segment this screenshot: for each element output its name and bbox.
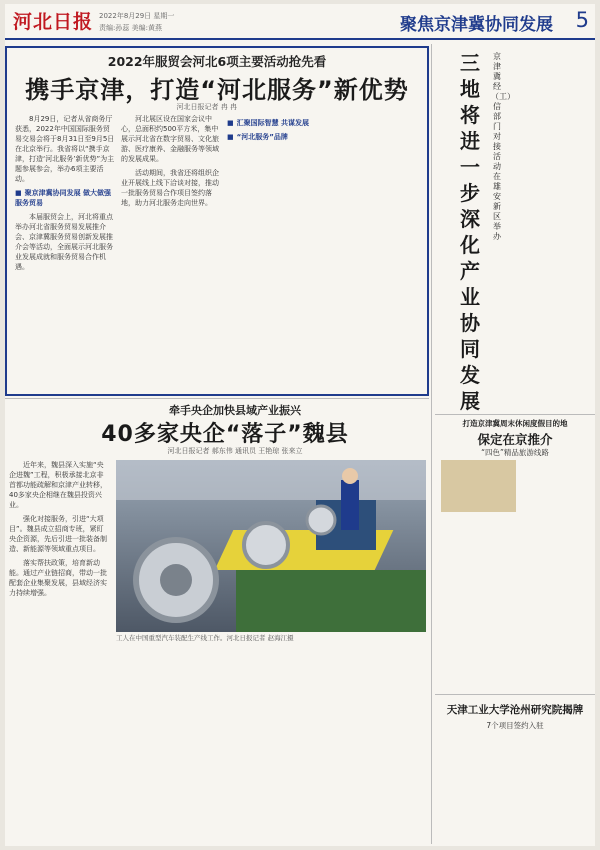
rail-vertical-kicker: 京津冀经（工）信部门对接活动在雄安新区举办 bbox=[491, 52, 515, 241]
lead-kicker: 2022年服贸会河北6项主要活动抢先看 bbox=[107, 54, 327, 69]
middle-column-3 bbox=[221, 644, 321, 842]
lead-subhead: ■ “河北服务”品牌 bbox=[227, 132, 323, 142]
factory-photo-illustration bbox=[116, 460, 426, 632]
middle-column-4 bbox=[326, 644, 426, 842]
issue-date: 2022年8月29日 星期一 bbox=[99, 12, 175, 20]
rail-article-headline: 保定在京推介 bbox=[477, 432, 553, 447]
lead-article-frame bbox=[5, 46, 429, 396]
page-number: 5 bbox=[575, 8, 589, 32]
lead-paragraph: 本届服贸会上，河北将重点举办河北省服务贸易发展推介会、京津冀服务贸易创新发展推介会等活动，全面展示河北服务业发展成就和服务贸易合作机遇。 bbox=[15, 213, 113, 271]
lead-subhead: ■ 汇聚国际智慧 共谋发展 bbox=[227, 118, 323, 128]
middle-paragraph: 落实帮扶政策，培育新动能。通过产业链招商，带动一批配套企业集聚发展，县域经济实力持续增强。 bbox=[9, 559, 107, 597]
section-title: 聚焦京津冀协同发展 bbox=[400, 15, 553, 35]
lead-column-2 bbox=[121, 114, 221, 390]
rail-divider bbox=[435, 694, 595, 695]
lead-column-4 bbox=[329, 114, 425, 390]
factory-photo bbox=[116, 460, 426, 632]
rail-article-photo bbox=[441, 460, 516, 512]
middle-kicker: 牵手央企加快县域产业振兴 bbox=[169, 404, 301, 417]
lead-byline: 河北日报记者 冉 冉 bbox=[176, 103, 237, 111]
rail-vertical-headline: 三地将进一步深化产业协同发展 bbox=[460, 51, 480, 413]
lead-subhead: ■ 聚京津冀协同发展 做大做强服务贸易 bbox=[15, 188, 115, 208]
middle-column-1 bbox=[9, 460, 109, 842]
rail-article-subhead: “四色”精品旅游线路 bbox=[481, 448, 549, 457]
lead-paragraph: 河北展区设在国家会议中心，总面积约500平方米，集中展示河北省在数字贸易、文化旅游、医疗康养、金融服务等领域的发展成果。 bbox=[121, 115, 219, 163]
middle-paragraph: 强化对接服务，引进“大项目”。魏县成立招商专班，紧盯央企资源，先后引进一批装备制造、新能源等领域重点项目。 bbox=[9, 515, 107, 553]
newspaper-page bbox=[5, 4, 595, 846]
newspaper-logo: 河北日报 bbox=[13, 11, 94, 33]
section-divider bbox=[5, 398, 429, 399]
rail-article2-headline: 天津工业大学沧州研究院揭牌 bbox=[446, 704, 584, 716]
lead-column-1 bbox=[15, 114, 115, 390]
photo-caption: 工人在中国重型汽车装配生产线工作。河北日报记者 赵海江摄 bbox=[116, 634, 294, 642]
middle-column-2 bbox=[116, 644, 216, 842]
lead-paragraph: 活动期间，我省还将组织企业开展线上线下洽谈对接，推动一批服务贸易合作项目签约落地，助力河北服务走向世界。 bbox=[121, 169, 219, 207]
column-divider bbox=[431, 44, 432, 844]
middle-byline: 河北日报记者 郝东伟 通讯员 王艳琼 张来立 bbox=[167, 447, 303, 455]
middle-headline: 40多家央企“落子”魏县 bbox=[101, 422, 349, 447]
lead-column-3 bbox=[227, 114, 323, 390]
lead-paragraph: 8月29日，记者从省商务厅获悉，2022年中国国际服务贸易交易会将于8月31日至9月5日在北京举行。我省将以“携手京津，打造‘河北服务’新优势”为主题参展参会，举办6项主要活动。 bbox=[15, 115, 115, 183]
rail-article-kicker: 打造京津冀周末休闲度假目的地 bbox=[462, 419, 568, 428]
editor-line: 责编:孙蕊 美编:黄燕 bbox=[99, 24, 162, 32]
masthead bbox=[5, 4, 595, 40]
rail-article2-subhead: 7个项目签约入驻 bbox=[486, 721, 544, 730]
lead-headline: 携手京津，打造“河北服务”新优势 bbox=[25, 76, 409, 104]
middle-paragraph: 近年来，魏县深入实施“央企进魏”工程，积极承接北京非首都功能疏解和京津产业转移，40多家央企相继在魏县投资兴业。 bbox=[9, 461, 107, 509]
rail-divider bbox=[435, 414, 595, 415]
